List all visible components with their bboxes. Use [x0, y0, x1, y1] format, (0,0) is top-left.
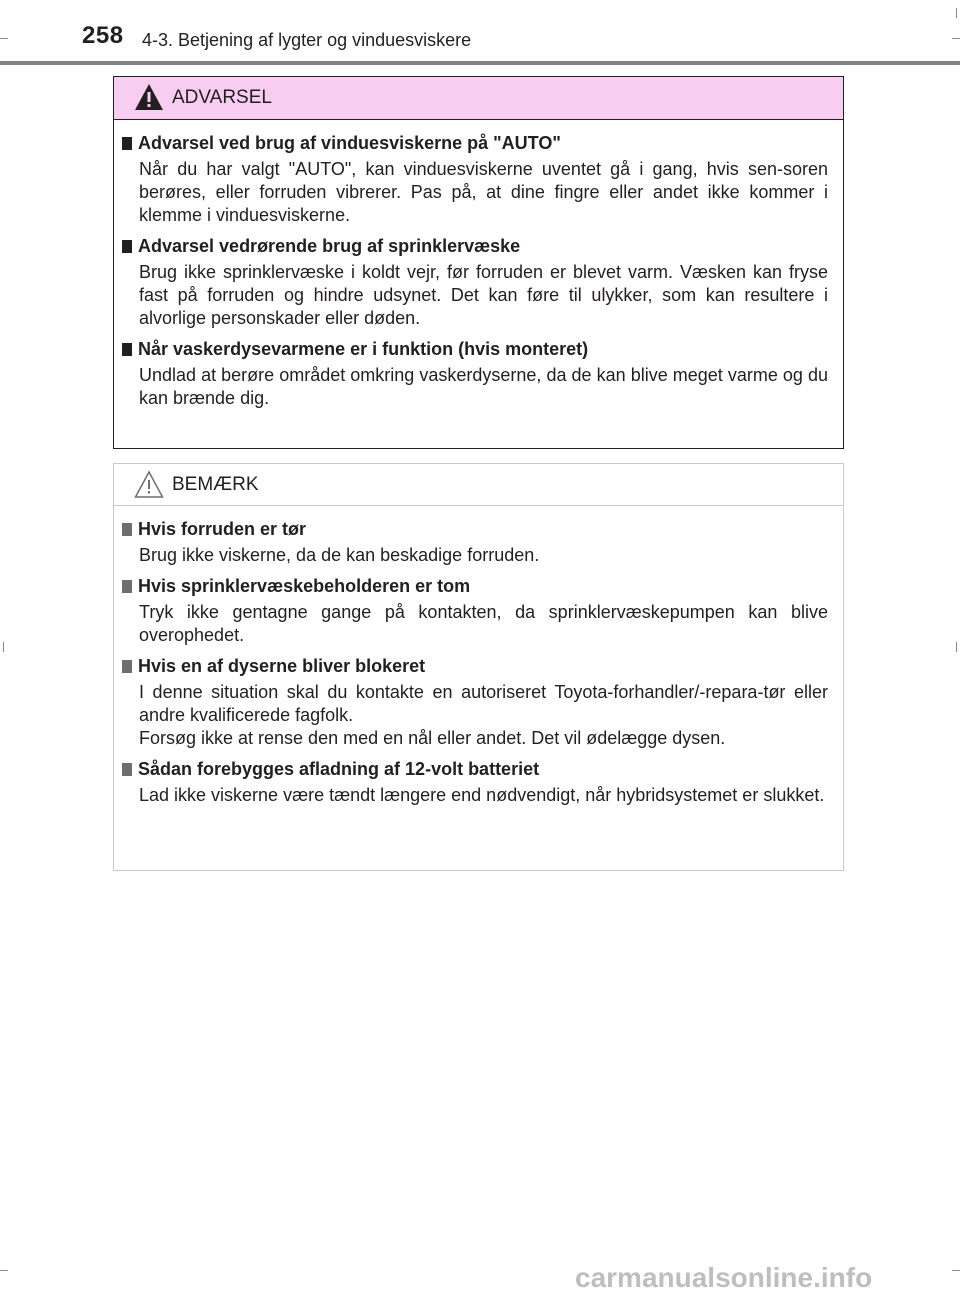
warning-label: ADVARSEL: [172, 87, 272, 108]
section-title-text: Hvis forruden er tør: [138, 519, 307, 539]
section-title-text: Advarsel vedrørende brug af sprinklervæske: [138, 236, 521, 256]
square-bullet-icon: [122, 763, 132, 776]
section-text: Når du har valgt "AUTO", kan vinduesviskerne uventet gå i gang, hvis sen-soren berøres, eller forruden vibrerer. Pas på, at dine fingre eller andet ikke kommer i klemme i vinduesviskerne.: [139, 159, 828, 225]
square-bullet-icon: [122, 240, 132, 253]
notice-section: [122, 653, 828, 750]
crop-mark: [952, 38, 960, 39]
notice-box-body: [114, 506, 843, 807]
notice-section: [122, 573, 828, 647]
section-text: Tryk ikke gentagne gange på kontakten, da sprinklervæskepumpen kan blive overophedet.: [139, 602, 828, 645]
square-bullet-icon: [122, 343, 132, 356]
notice-label: BEMÆRK: [172, 474, 259, 495]
warning-section: [122, 130, 828, 227]
section-title-text: Hvis sprinklervæskebeholderen er tom: [138, 576, 471, 596]
crop-mark: [3, 642, 4, 652]
warning-triangle-icon: [134, 83, 164, 111]
watermark: carmanualsonline.info: [575, 1262, 873, 1293]
section-title: [122, 653, 828, 679]
crop-mark: [0, 1270, 8, 1271]
square-bullet-icon: [122, 580, 132, 593]
notice-section: [122, 756, 828, 807]
section-title-text: Advarsel ved brug af vinduesviskerne på "AUTO": [138, 133, 561, 153]
crop-mark: [956, 8, 957, 18]
warning-box: [113, 76, 844, 449]
warning-box-header: [114, 77, 843, 120]
section-title-text: Når vaskerdysevarmene er i funktion (hvis monteret): [138, 339, 589, 359]
caution-triangle-outline-icon: [134, 470, 164, 498]
square-bullet-icon: [122, 137, 132, 150]
warning-section: [122, 233, 828, 330]
section-title: [122, 756, 828, 782]
section-text: Lad ikke viskerne være tændt længere end nødvendigt, når hybridsystemet er slukket.: [139, 785, 825, 805]
section-text: Brug ikke viskerne, da de kan beskadige forruden.: [139, 545, 540, 565]
notice-box: [113, 463, 844, 871]
section-title-text: Sådan forebygges afladning af 12-volt batteriet: [138, 759, 540, 779]
section-title: [122, 573, 828, 599]
crop-mark: [956, 642, 957, 652]
warning-section: [122, 336, 828, 410]
section-text: I denne situation skal du kontakte en autoriseret Toyota-forhandler/-repara-tør eller andre kvalificerede fagfolk. Forsøg ikke at rense den med en nål eller andet. Det vil ødelægge dysen.: [139, 682, 828, 748]
section-title: [122, 233, 828, 259]
notice-section: [122, 516, 828, 567]
section-title-text: Hvis en af dyserne bliver blokeret: [138, 656, 426, 676]
section-text: Brug ikke sprinklervæske i koldt vejr, før forruden er blevet varm. Væsken kan fryse fast på forruden og hindre udsynet. Det kan føre til ulykker, som kan resultere i alvorlige personskader eller døden.: [139, 262, 828, 328]
warning-box-body: [114, 120, 843, 410]
section-title: [122, 516, 828, 542]
page-number: 258: [82, 22, 124, 49]
chapter-title: 4-3. Betjening af lygter og vinduesviskere: [142, 30, 472, 50]
square-bullet-icon: [122, 660, 132, 673]
crop-mark: [0, 38, 8, 39]
header-rule: [0, 61, 960, 65]
section-title: [122, 336, 828, 362]
section-text: Undlad at berøre området omkring vaskerdyserne, da de kan blive meget varme og du kan brænde dig.: [139, 365, 828, 408]
crop-mark: [952, 1270, 960, 1271]
section-title: [122, 130, 828, 156]
notice-box-header: [114, 464, 843, 506]
square-bullet-icon: [122, 523, 132, 536]
